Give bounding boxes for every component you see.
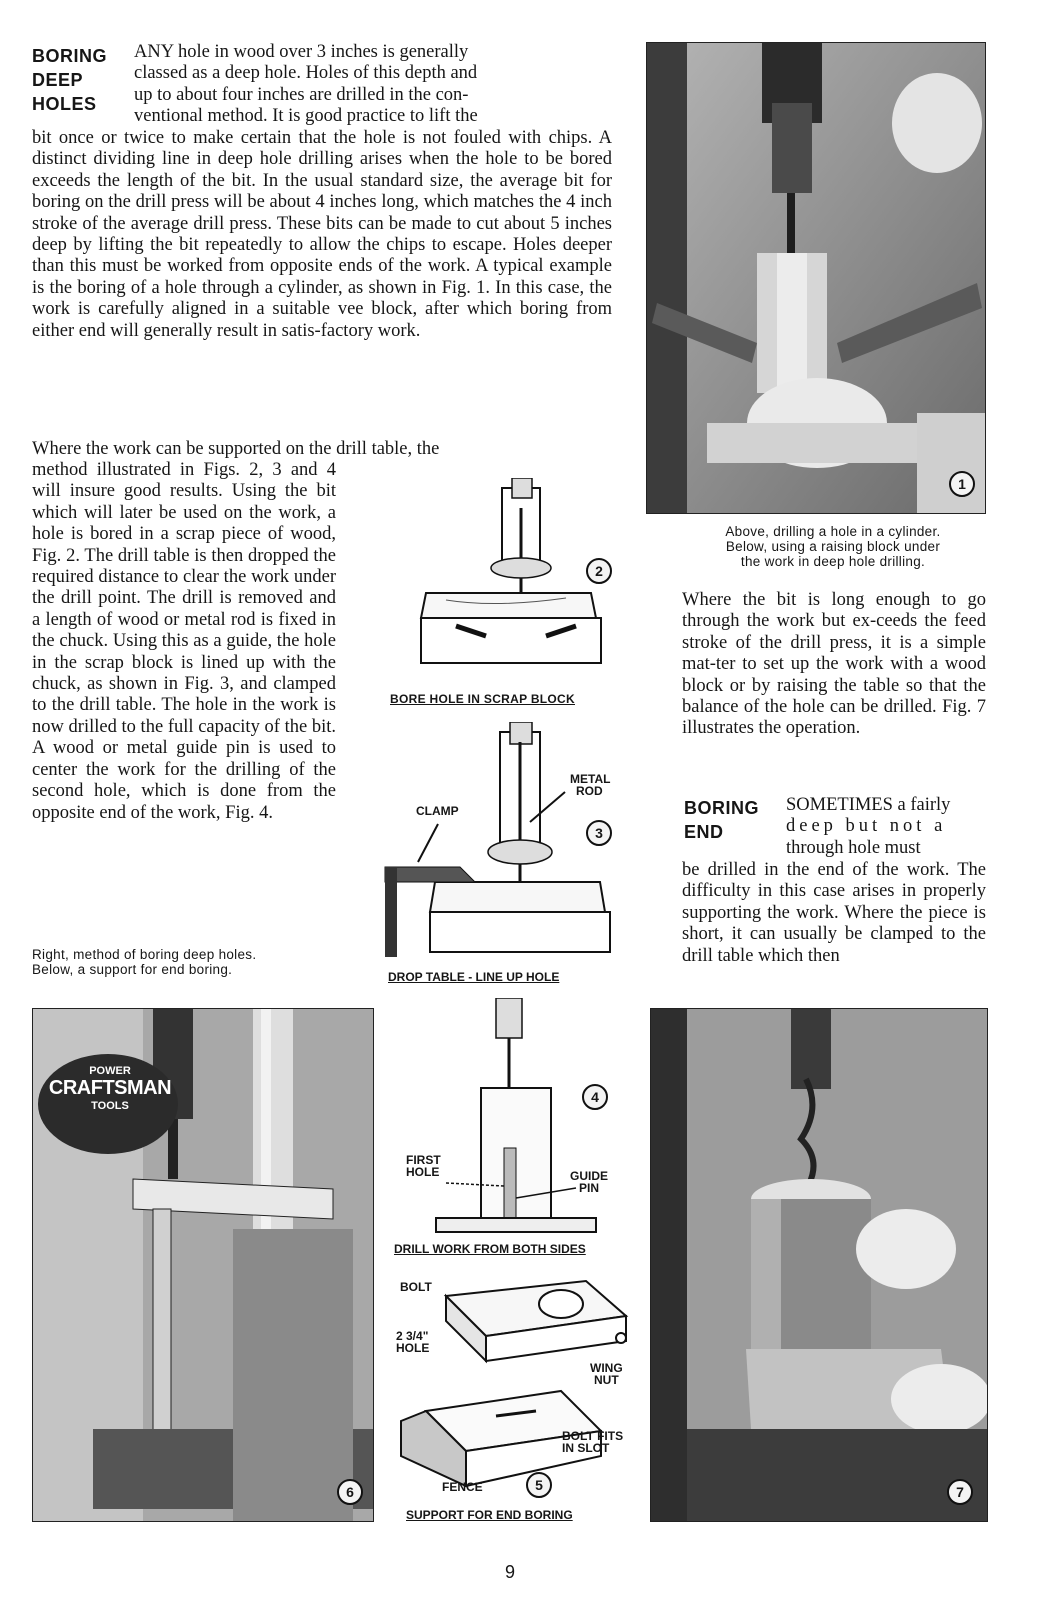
caption-right xyxy=(678,524,988,569)
section4-body: be drilled in the end of the work. The difficulty in this case arises in properly supporting the work. Where the piece is short, it can usually be clamped to the drill table which then xyxy=(682,860,986,966)
lead-line: ventional method. It is good practice to lift the xyxy=(134,106,478,127)
diagram-fig5-drawing xyxy=(386,1266,634,1528)
heading-line: BORING xyxy=(32,46,107,66)
lead-line: through hole must xyxy=(786,837,921,858)
label-size-hole xyxy=(396,1330,429,1354)
section-heading-boring-deep-holes xyxy=(32,44,132,116)
heading-line: DEEP xyxy=(32,70,84,90)
lead-line: ANY hole in wood over 3 inches is generally xyxy=(134,42,469,62)
section1-body: bit once or twice to make certain that the hole is not fouled with chips. A distinct dividing line in deep hole drilling arises when the hole to be bored exceeds the length of the bit. In the usual standard size, the average bit for boring on the drill press will be about 4 inches long, which matches the 4 inch stroke of the average drill press. These bits can be made to cut about 5 inches deep by lifting the bit repeatedly to allow the chips to escape. Holes deeper than this must be worked from opposite ends of the work. A typical example is the boring of a hole through a cylinder, as shown in Fig. 1. In this case, the work is carefully aligned in a suitable vee block, after which boring from either end will generally result in satis-factory work. xyxy=(32,128,612,341)
label-rod: ROD xyxy=(576,784,603,798)
heading-line: HOLES xyxy=(32,94,97,114)
heading-line: END xyxy=(684,822,724,842)
figure-number-3: 3 xyxy=(586,820,612,846)
label-pin: PIN xyxy=(579,1181,600,1195)
section1-lead xyxy=(134,42,612,128)
caption-line: Right, method of boring deep holes. xyxy=(32,947,257,962)
section-heading-boring-end xyxy=(684,796,784,844)
label-fits-2: IN SLOT xyxy=(562,1441,610,1455)
diagram-fig2-drawing xyxy=(386,478,620,710)
label-hole: HOLE xyxy=(396,1341,430,1355)
diagram-fig4 xyxy=(386,998,620,1260)
figure-number-6: 6 xyxy=(337,1479,363,1505)
logo-line: TOOLS xyxy=(91,1100,129,1112)
label-nut: NUT xyxy=(594,1373,619,1387)
figure-number-5: 5 xyxy=(526,1472,552,1498)
section4-lead xyxy=(786,795,988,859)
section2-first-line: Where the work can be supported on the drill table, the xyxy=(32,439,440,459)
diagram-fig5 xyxy=(386,1266,634,1528)
caption-line: Above, drilling a hole in a cylinder. xyxy=(725,524,941,539)
section2-body: method illustrated in Figs. 2, 3 and 4 will insure good results. Using the bit which will later be used on the work, a hole is bored in a scrap piece of wood, Fig. 2. The drill table is then dropped the required distance to clear the work under the drill point. The drill is removed and a length of wood or metal rod is fixed in the chuck. Using this as a guide, the hole in the scrap block is lined up with the chuck, as shown in Fig. 3, and clamped to the drill table. The hole in the work is now drilled to the full capacity of the bit. A wood or metal guide pin is used to center the work for the drilling of the second hole, which is done from the opposite end of the work, Fig. 4. xyxy=(32,460,336,823)
caption-line: Below, using a raising block under xyxy=(725,539,941,554)
figure-number-2: 2 xyxy=(586,558,612,584)
label-metal: METAL xyxy=(570,772,611,786)
label-guide: GUIDE xyxy=(570,1169,609,1183)
craftsman-logo xyxy=(43,1065,177,1112)
page-number: 9 xyxy=(504,1562,515,1582)
logo-line: POWER xyxy=(89,1065,131,1077)
photo-fig6-end-boring-support xyxy=(32,1008,374,1522)
label-fits-1: BOLT FITS xyxy=(562,1429,624,1443)
label-hole: HOLE xyxy=(406,1165,440,1179)
diagram-fig3-drawing xyxy=(380,722,624,988)
heading-line: BORING xyxy=(684,798,759,818)
diagram-caption-fig4: DRILL WORK FROM BOTH SIDES xyxy=(394,1242,586,1256)
caption-line: the work in deep hole drilling. xyxy=(740,554,926,569)
lead-line: SOMETIMES a fairly xyxy=(786,795,951,815)
diagram-fig2 xyxy=(386,478,620,710)
label-bolt: BOLT xyxy=(400,1280,432,1294)
photo-illustration xyxy=(647,43,985,513)
caption-left xyxy=(32,947,342,977)
section3-body: Where the bit is long enough to go through the work but ex-ceeds the feed stroke of the drill press, it is a simple mat-ter to set up the work with a wood block or by raising the table so that the balance of the hole can be drilled. Fig. 7 illustrates the operation. xyxy=(682,590,986,739)
diagram-fig3 xyxy=(380,722,624,988)
lead-line: up to about four inches are drilled in the con- xyxy=(134,84,469,105)
diagram-fig4-drawing xyxy=(386,998,620,1260)
diagram-caption-fig5: SUPPORT FOR END BORING xyxy=(406,1508,573,1522)
figure-number-1: 1 xyxy=(949,471,975,497)
figure-number-7: 7 xyxy=(947,1479,973,1505)
label-first: FIRST xyxy=(406,1153,441,1167)
label-guide-pin xyxy=(570,1170,608,1194)
label-fence: FENCE xyxy=(442,1480,483,1494)
label-clamp: CLAMP xyxy=(416,804,459,818)
photo-illustration xyxy=(651,1009,987,1521)
label-size: 2 3/4" xyxy=(396,1329,429,1343)
label-first-hole xyxy=(406,1154,441,1178)
figure-number-4: 4 xyxy=(582,1084,608,1110)
lead-line: classed as a deep hole. Holes of this depth and xyxy=(134,63,478,84)
lead-line: deep but not a xyxy=(786,816,947,837)
logo-line: CRAFTSMAN xyxy=(48,1077,172,1099)
photo-fig1-cylinder-drilling xyxy=(646,42,986,514)
diagram-caption-fig2: BORE HOLE IN SCRAP BLOCK xyxy=(390,692,575,706)
label-wing-nut xyxy=(590,1362,623,1386)
label-wing: WING xyxy=(590,1361,623,1375)
photo-fig7-raising-block xyxy=(650,1008,988,1522)
diagram-caption-fig3: DROP TABLE - LINE UP HOLE xyxy=(388,970,560,984)
caption-line: Below, a support for end boring. xyxy=(32,962,233,977)
label-bolt-fits xyxy=(562,1430,623,1454)
